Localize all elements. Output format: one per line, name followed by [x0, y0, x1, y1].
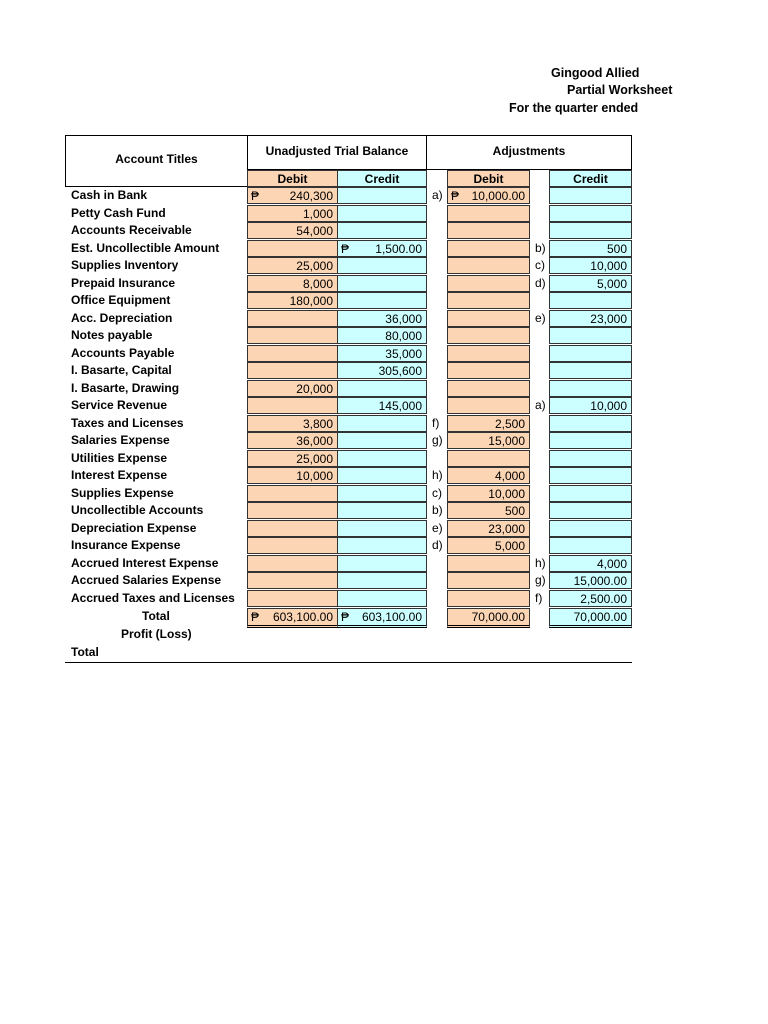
total-utb-credit — [337, 608, 427, 628]
adj-debit-ref: d) — [432, 538, 443, 552]
account-title: Prepaid Insurance — [71, 276, 176, 290]
adj-debit-cell — [447, 537, 530, 554]
adj-debit-cell — [447, 467, 530, 484]
adjustments-header — [426, 135, 632, 170]
account-title: Utilities Expense — [71, 451, 168, 465]
adj-credit-cell-value: 2,500.00 — [580, 592, 627, 606]
adj-credit-cell — [549, 467, 632, 484]
adj-credit-cell — [549, 275, 632, 292]
utb-debit-cell — [247, 240, 338, 257]
adj-credit-cell — [549, 362, 632, 379]
adj-debit-ref: f) — [432, 416, 440, 430]
account-title: I. Basarte, Capital — [71, 363, 172, 377]
adj-credit-cell — [549, 222, 632, 239]
adj-debit-header: Debit — [447, 170, 530, 187]
utb-debit-cell — [247, 590, 338, 607]
adj-debit-ref: a) — [432, 188, 443, 202]
adj-credit-cell — [549, 432, 632, 449]
account-title: Taxes and Licenses — [71, 416, 184, 430]
adj-debit-cell — [447, 275, 530, 292]
account-title: Notes payable — [71, 328, 153, 342]
peso-sign: ₱ — [341, 242, 350, 256]
adj-debit-cell — [447, 450, 530, 467]
account-title: Accrued Salaries Expense — [71, 573, 222, 587]
adj-debit-cell — [447, 222, 530, 239]
utb-debit-cell — [247, 450, 338, 467]
utb-credit-cell-value: 305,600 — [378, 364, 422, 378]
utb-debit-cell — [247, 275, 338, 292]
account-title: Uncollectible Accounts — [71, 503, 204, 517]
adj-credit-cell-value: 4,000 — [596, 557, 627, 571]
adj-debit-ref: g) — [432, 433, 443, 447]
account-title: Petty Cash Fund — [71, 206, 166, 220]
account-title: Cash in Bank — [71, 188, 148, 202]
company-name: Gingood Allied — [551, 66, 640, 80]
utb-debit-cell — [247, 310, 338, 327]
utb-credit-cell — [337, 590, 427, 607]
peso-sign: ₱ — [251, 610, 260, 624]
utb-debit-cell-value: 20,000 — [296, 382, 333, 396]
adj-debit-cell — [447, 397, 530, 414]
adj-credit-cell — [549, 590, 632, 607]
total-utb-credit-value: 603,100.00 — [361, 610, 422, 624]
adj-credit-ref: c) — [535, 258, 545, 272]
adj-debit-cell — [447, 257, 530, 274]
adj-credit-cell-value: 5,000 — [596, 277, 627, 291]
utb-credit-cell-value: 1,500.00 — [375, 242, 422, 256]
unadjusted-label: Unadjusted Trial Balance — [265, 144, 409, 158]
adj-debit-cell — [447, 327, 530, 344]
adj-debit-cell-value: 23,000 — [488, 522, 525, 536]
adj-credit-cell — [549, 257, 632, 274]
utb-credit-cell — [337, 222, 427, 239]
utb-debit-cell — [247, 345, 338, 362]
utb-debit-cell — [247, 362, 338, 379]
adj-credit-cell — [549, 205, 632, 222]
utb-debit-cell — [247, 380, 338, 397]
utb-credit-cell — [337, 345, 427, 362]
utb-credit-cell — [337, 397, 427, 414]
adj-credit-ref: g) — [535, 573, 546, 587]
utb-credit-cell — [337, 362, 427, 379]
adj-debit-cell — [447, 502, 530, 519]
utb-debit-cell — [247, 502, 338, 519]
adj-credit-cell — [549, 502, 632, 519]
account-title: Interest Expense — [71, 468, 168, 482]
utb-debit-cell — [247, 257, 338, 274]
total-utb-debit-value: 603,100.00 — [272, 610, 333, 624]
utb-debit-cell — [247, 205, 338, 222]
bottom-rule — [65, 662, 632, 663]
utb-credit-cell-value: 35,000 — [385, 347, 422, 361]
account-title: Supplies Inventory — [71, 258, 179, 272]
adj-credit-header: Credit — [549, 170, 632, 187]
utb-debit-cell-value: 54,000 — [296, 224, 333, 238]
adj-debit-cell — [447, 380, 530, 397]
adj-credit-cell — [549, 327, 632, 344]
utb-debit-cell-value: 3,800 — [302, 417, 333, 431]
adj-debit-cell — [447, 520, 530, 537]
adj-credit-ref: a) — [535, 398, 546, 412]
account-title: Depreciation Expense — [71, 521, 197, 535]
utb-debit-cell-value: 36,000 — [296, 434, 333, 448]
utb-debit-cell-value: 10,000 — [296, 469, 333, 483]
period-label: For the quarter ended — [509, 101, 639, 115]
utb-debit-cell — [247, 327, 338, 344]
utb-debit-cell — [247, 572, 338, 589]
adj-credit-cell — [549, 520, 632, 537]
utb-credit-cell — [337, 467, 427, 484]
utb-credit-cell — [337, 380, 427, 397]
adj-debit-ref: c) — [432, 486, 442, 500]
utb-debit-cell — [247, 222, 338, 239]
utb-debit-cell — [247, 467, 338, 484]
adj-debit-cell — [447, 362, 530, 379]
utb-credit-cell — [337, 187, 427, 204]
utb-credit-cell — [337, 450, 427, 467]
utb-credit-cell-value: 80,000 — [385, 329, 422, 343]
adj-credit-cell — [549, 572, 632, 589]
account-title: Accounts Payable — [71, 346, 175, 360]
adj-credit-cell — [549, 555, 632, 572]
utb-credit-cell — [337, 292, 427, 309]
total-adj-credit: 70,000.00 — [549, 608, 632, 628]
adj-debit-cell — [447, 240, 530, 257]
utb-credit-cell — [337, 240, 427, 257]
adj-debit-ref: b) — [432, 503, 443, 517]
total-utb-debit — [247, 608, 338, 628]
adj-credit-ref: b) — [535, 241, 546, 255]
utb-debit-cell — [247, 520, 338, 537]
adj-debit-cell-value: 10,000 — [488, 487, 525, 501]
utb-debit-header: Debit — [247, 170, 338, 187]
adj-debit-cell — [447, 415, 530, 432]
utb-credit-header: Credit — [337, 170, 427, 187]
adj-credit-ref: d) — [535, 276, 546, 290]
utb-credit-cell — [337, 275, 427, 292]
adj-credit-cell — [549, 240, 632, 257]
adj-debit-cell-value: 15,000 — [488, 434, 525, 448]
utb-debit-cell-value: 8,000 — [302, 277, 333, 291]
adj-credit-cell — [549, 380, 632, 397]
account-title: Accrued Taxes and Licenses — [71, 591, 235, 605]
adj-debit-ref: e) — [432, 521, 443, 535]
adj-debit-cell-value: 5,000 — [494, 539, 525, 553]
adj-debit-cell — [447, 205, 530, 222]
account-title: Service Revenue — [71, 398, 168, 412]
adj-credit-cell-value: 15,000.00 — [573, 574, 627, 588]
utb-debit-cell — [247, 485, 338, 502]
account-title: Accrued Interest Expense — [71, 556, 219, 570]
utb-debit-cell — [247, 292, 338, 309]
account-title: Office Equipment — [71, 293, 171, 307]
account-title: Est. Uncollectible Amount — [71, 241, 220, 255]
adj-debit-cell — [447, 590, 530, 607]
adj-credit-cell — [549, 187, 632, 204]
adj-debit-cell — [447, 572, 530, 589]
utb-credit-cell — [337, 205, 427, 222]
account-title: Insurance Expense — [71, 538, 181, 552]
utb-credit-cell — [337, 520, 427, 537]
utb-debit-cell-value: 180,000 — [289, 294, 333, 308]
account-title: Acc. Depreciation — [71, 311, 173, 325]
peso-sign: ₱ — [451, 189, 460, 203]
adj-debit-cell — [447, 187, 530, 204]
utb-debit-cell — [247, 187, 338, 204]
adj-debit-cell — [447, 310, 530, 327]
worksheet-title: Partial Worksheet — [567, 83, 673, 97]
utb-debit-cell-value: 25,000 — [296, 259, 333, 273]
utb-credit-cell — [337, 555, 427, 572]
account-titles-header — [65, 135, 248, 187]
adj-credit-cell — [549, 310, 632, 327]
utb-debit-cell-value: 1,000 — [302, 207, 333, 221]
adj-debit-cell-value: 4,000 — [494, 469, 525, 483]
profit-loss-label: Profit (Loss) — [121, 627, 192, 641]
adj-credit-cell — [549, 415, 632, 432]
total-label: Total — [142, 609, 170, 623]
adj-debit-cell-value: 10,000.00 — [471, 189, 525, 203]
utb-credit-cell — [337, 432, 427, 449]
utb-debit-cell — [247, 555, 338, 572]
utb-credit-cell — [337, 537, 427, 554]
utb-debit-cell — [247, 432, 338, 449]
account-title: I. Basarte, Drawing — [71, 381, 180, 395]
adj-debit-cell-value: 500 — [504, 504, 525, 518]
account-title: Accounts Receivable — [71, 223, 192, 237]
peso-sign: ₱ — [251, 189, 260, 203]
utb-credit-cell — [337, 327, 427, 344]
adj-credit-cell — [549, 485, 632, 502]
peso-sign: ₱ — [341, 610, 350, 624]
utb-credit-cell-value: 36,000 — [385, 312, 422, 326]
adj-credit-ref: f) — [535, 591, 543, 605]
utb-credit-cell — [337, 415, 427, 432]
utb-credit-cell — [337, 502, 427, 519]
adj-debit-cell — [447, 292, 530, 309]
adj-debit-cell — [447, 485, 530, 502]
utb-debit-cell-value: 240,300 — [289, 189, 333, 203]
adj-credit-cell — [549, 345, 632, 362]
adj-credit-cell-value: 10,000 — [590, 399, 627, 413]
adj-credit-cell — [549, 292, 632, 309]
adj-credit-cell — [549, 450, 632, 467]
utb-credit-cell-value: 145,000 — [378, 399, 422, 413]
adj-debit-cell — [447, 345, 530, 362]
total-adj-debit: 70,000.00 — [447, 608, 530, 628]
adj-credit-cell — [549, 537, 632, 554]
utb-debit-cell — [247, 415, 338, 432]
utb-credit-cell — [337, 257, 427, 274]
grand-total-label: Total — [71, 645, 99, 659]
adj-credit-cell-value: 10,000 — [590, 259, 627, 273]
utb-credit-cell — [337, 310, 427, 327]
adj-debit-cell-value: 2,500 — [494, 417, 525, 431]
account-title: Salaries Expense — [71, 433, 170, 447]
adj-debit-cell — [447, 432, 530, 449]
utb-credit-cell — [337, 485, 427, 502]
utb-debit-cell — [247, 397, 338, 414]
utb-debit-cell-value: 25,000 — [296, 452, 333, 466]
adj-credit-ref: h) — [535, 556, 546, 570]
adj-debit-cell — [447, 555, 530, 572]
adjustments-label: Adjustments — [492, 144, 566, 158]
utb-debit-cell — [247, 537, 338, 554]
adj-debit-ref: h) — [432, 468, 443, 482]
unadjusted-header — [247, 135, 427, 170]
utb-credit-cell — [337, 572, 427, 589]
adj-credit-cell — [549, 397, 632, 414]
adj-credit-cell-value: 23,000 — [590, 312, 627, 326]
account-titles-label: Account Titles — [115, 152, 198, 166]
adj-credit-cell-value: 500 — [606, 242, 627, 256]
account-title: Supplies Expense — [71, 486, 174, 500]
adj-credit-ref: e) — [535, 311, 546, 325]
